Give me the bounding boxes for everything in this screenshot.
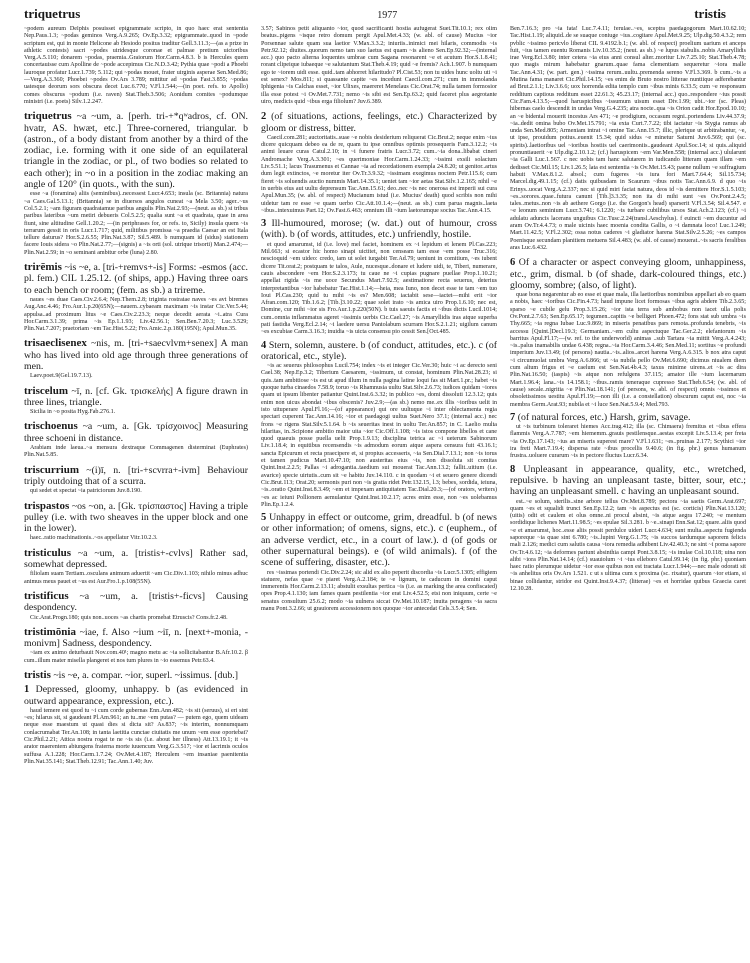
entry-trisaeclisenex — [24, 338, 248, 380]
quotations: est..~e solum, sterilis..sine arbore tellus Ov.Met.8.789; pectora ~ia saetis Germ.Arat.697; quam ~es et squalidi trunci Sen.Ep.12.2; tam ~is aspectus est (sc. corticis) Plin.Nat.13.120; (uitis) odit et caulem et olus omne..ni procul absint, ~is atque aegra 17.240; ~e mentum sordidique lichenes Mart.11.98.5; ~es epulae Sil.3.281. b ~e..sinapi Enn.Sat.12; quare..aliis quod ~e et amarumst, hoc..esse aliis possit perdulce uideri Lucr.4.634; sunt multa..aspectu fugienda saporeque ~ia quae sint 6.780; ~is..lupini Verg.G.1.75; ~is succos tardumque saporem felicis mali 2.126; medici cum salutis causa ~iora remedia adhibent Liv.42.40.3; ne sint ~i poma sapore Ov.Tr.4.6.12; ~ia deformes pariunt absinthia campi Pont.3.8.15; ~is inulae Col.10.118; uina non alibi ~iora Plin.Nat.14.14; (cf.) suauiolum ~i ~ius elleboro Catul.99.14; (in fig. phr.) quoniam haec ratio plerumque uidetur ~ior esse quibus non est tractata Lucr.1.944;—nec male odorati sit ~is anhelitus oris Ov.Ars 1.521. c ut s ultima cum x proxima (sc. rixatur), quarum ~ior etiam, si binae collidantur, stridor est Quint.Inst.9.4.37; (litterae) ~es et horridae quibus Graecia caret 12.10.28. — [510, 498, 746, 593]
headword: trirēmis — [24, 261, 62, 274]
quotations: filiolam suam Tertiam..osculans animum aduertit ~am Cic.Div.1.103; nihilo minus adhuc animus meus pauet et ~us est Aur.Fro.1.p.108(55N). — [24, 571, 248, 585]
headword: trisaeclisenex — [24, 337, 87, 350]
text-columns — [24, 26, 746, 943]
quotations: qui sedet et spectat ~ia patriciorum Juv.8.190. — [30, 488, 142, 495]
entry-trispastos — [24, 501, 248, 543]
entry-triremis — [24, 262, 248, 333]
sense-number: 6 — [510, 257, 516, 269]
entry-tristis-continued — [261, 111, 497, 613]
quotations: quae bona negarentur ab eo esse et quae mala, illa laetioribus nominibus appellari ab eo quam a nobis, haec ~ioribus Cic.Fin.4.73; haud impune licet formosas ~ibus agris abdere Tib.2.3.65; sparso ~e cubile gelu Prop.3.15.26; ~ior ista terra sub ambobus non iacet ulla polis Ov.Pont.2.7.63; Sen.Ep.65.17; tegumen..capitis ~e belligeri Phoen.472; fons stat sub umbra ~is Thy.665; ~ia regna Iubae Luc.9.869; in miseris penatibus pars remota..profunda tenebris, ~is accessu [Quint.]Decl.19.3; Germaniam..~em cultu aspectuque Tac.Ger.2.2; elefantorum ~is barritus Apul.Fl.17;—(w. ref. to the underworld) animas ..sub Tartara ~ia mittit Verg.A.4.243; ~is..palus inamabilis undae 6.438; regna..~ia Hor.Carm.3.4.46; Sen.Med.11; sortitus ~e profundi imperium Juv.13.49; (of persons) nautia..~is..alios..arcet harena Verg.A.6.315. b nox atra caput ~i circumuolat umbra Verg.A.6.866; ut ~ia nubila pello Ov.Met.6.690; dicimus niualem diem cum altum frigus et ~e caelum est Sen.Nat.4b.4.3; taxus minime uirens..et ~is ac dira Plin.Nat.16.50; (iaspis) ~is atque non refulgens 37.115; amator ille ~ium lacernarum Mart.1.96.4; lana..~is 14.158.1; ~ibus..ramis teneraque cupresso Stat.Theb.6.54; (w. abl. of cause) secale..nigritia ~e Plin.Nat.18.141; (of persons, w. abl. of respect) omnis ~issimos et obsoletissimos uestitu Apul.Fl.19;—non illi (i.e. a constellation) obscurum caput est, noc ~ia membra Germ.Arat.93; nubila et ~i luce Sen.Nat.5.9.4; Med.793. — [510, 292, 746, 408]
sense — [510, 464, 746, 498]
sense-definition: Stern, solemn, austere. b (of conduct, attitudes, etc.). c (of oratorical, etc., style). — [261, 339, 497, 362]
entry-definition: ~a ~um, a. [perh. tri-+*qʷadros, cf. ON. hvatr, AS. hwæt, etc.] Three-cornered, triangular. b (astron., of a body distant from another by a third of the zodiac, i.e. forming with it one side of an equilateral triangle in the zodiac, or pl., of two bodies so related to each other); in ~o in a position in the zodiac making an angle of 120° (in quots., with the sun). — [24, 111, 248, 191]
quotations: Sicilia in ~o posita Hyg.Fab.276.1. — [30, 409, 116, 416]
continued-quotations: 3.57; Sabinos petit aliquanto ~ior, quod sacrificanti hostia aufugerat Suet.Tit.10.1; rex olim beatus..pigens ~isque retro domum pergit Apul.Met.4.33; (w. abl. of cause) Mucius ~ior Porsennae salute quam sua laetior V.Max.3.3.2; iniuriis..inimici mei hilaris, commodis ~is Petr.92.12; diuites..quorum nemo tam suo laetus est quam ~is alieno Sen.Ep.92.32;—(internal acc.) quo pacto alterna loquentes umbrae cum Sagana resonarent ~e et acutum Hor.S.1.8.41; rorant clipeique iubaeque ~e salutantum Stat.Theb.4.19; quid ~e fremis? Ach.1.907. b numquam ego te ~iorem uidi esse. quid..tam abhorret hilaritudo? Pl.Cist.53; non tu uides hunc uoltu uti ~i est senex? Mos.811; si quassante capite ~es incedunt Caecil.com.271; cum in immolanda Iphigenia ~is Calchas esset, ~ior Ulixes, maereret Menelaus Cic.Orat.74; nulla tamen formosior illa esse potest ~i Ov.Met.7.731; nemo ~is sibi est Sen.Ep.63.2; quid faceret plus aegrotante uiro, medicis quid ~ibus erga filiolum? Juv.6.389. — [261, 26, 497, 105]
headword: tristiculus — [24, 546, 72, 559]
quotations: Caecil.com.281; auctoritatis..suae ~e nobis desiderium reliquerat Cic.Brut.2; neque enim ~ius dicere quicquam debeo ea de re, quam tu ipse omnibus optimis prosequeris Fam.3.12.2; ~is animi leuare curas Catul.2.10; in ~i funere fratris Lucr.3.72; cum..~ia dona..libabat cineri Andromache Verg.A.3.301; ~es querimoniae Hor.Carm.1.24.33; ~issimi exsili solacium Liv.5.51.1; lacus Trasumenus et Cannae ~ia ad recordationem exempla 24.8.20; ut genitor..artus dum legit extinctos, ~e moretur iter Ov.Tr.3.9.32; ~issimam exegimus noctem Petr.115.6; cum fieret ~is soluendis auctio nummis Mart.14.35.1; ueniet tam ~ior aetas Stat.Silv.1.2.165; nihil ~e in uerbis eius aut uultu deprensum Tac.Ann.15.61; deo..nec ~is nec onerosa est imperii sui cura Apul.Mun.35; (w. abl. of respect) Mucianum istud (i.e. Mucius' death) quod scribis non mihi uidetur tam re esse ~e quam uerbo Cic.Att.10.1.4;—(neut. as sb.) cum parua magnis..laeta ~ibus..intexuimus Part.12; Ov.Fast.6.463; omnium illi ~ium laetorumque socius Tac.Ann.4.15. — [261, 134, 497, 214]
headword: tristis — [24, 669, 51, 681]
sense-definition: Of a character or aspect conveying gloom, unhappiness, etc., grim, dismal. b (of shade, dark-coloured things, etc.) gloomy, sombre; (also, of light). — [510, 257, 746, 291]
quotations: et quod amarumst, id (i.e. love) mel faciet, hominem ex ~i lepidum et lenem Pl.Cas.223; Mil.663; si ecastor hic homo sinapi uictitet, non censeam tam esse ~em posse Truc.316; nescioquid ~em uideo: credo, iam ut solet iurgabit Ter.Ad.79; ueniunt in comitium, ~es iubent dicere Tit.orat.2; postquam te talos, Aule, nucesque..donare et ludere uidi, te, Tiberi, numerare, cauis abscondere ~em Hor.S.2.3.173; tu caue ne ~i cupias pugnare puellae Prop.1.10.21; appellat rigida ~is me uoce Secundus Mart.7.92.5; aestimatione recta seuerus, deterius interpretantibus ~ior habebatur Tac.Hist.1.14;—heia, mea Iuno, non decet esse te tam ~em tuo Ioui Pl.Cas.230; quid tu mihi ~is es? Men.608; iactabit sese—iactet—mihi erit ~ior Afran.com.120; Tib.1.6.2; [Tib.]3.10.22; quae solet irato ~is amica uiro Prop.1.6.10; nec est, Domine, cur mihi ~ior sis Fro.Aur.1.p.220(50N). b tuis saeuis factis et ~ibus dictis Lucil.1014; cum..omnia inflammatus ageret ~issimis uerbis Cic.Cael.27; ~is Amaryllidis iras atque superba pati fastidia Verg.Ecl.2.14; ~i laedere uersu Pantolabum scurram Hor.S.2.1.21; uigilum canum ~es excubiae Carm.3.16.3; inuidia ~is uicta consensu pio cessit Sen.[Oct.485. — [261, 241, 497, 336]
first-headword-guide: triquetrus — [24, 6, 81, 21]
sense — [261, 111, 497, 134]
entry-tristis-continued — [510, 257, 746, 593]
quotations: haec..ratio machinationis..~os appellatur Vitr.10.2.3. — [30, 535, 158, 542]
sense-definition: Depressed, gloomy, unhappy. b (as evidenced in outward appearance, expression, etc.). — [24, 684, 248, 707]
quotations: Laev.poet.9(Gel.19.7.13). — [30, 373, 93, 380]
entry-definition: ~is ~e, a. compar. ~ior, superl. ~issimus. [dub.] — [53, 670, 238, 681]
headword: trischoenus — [24, 420, 78, 433]
sense-number: 1 — [24, 684, 30, 696]
sense-definition: Unhappy in effect or outcome, grim, dreadful. b (of news or other information; of omens, signs, etc.). c (euphem., of an adverse verdict, etc., in a court of law.). d (of gods or other supernatural beings). e (of wild animals). f (of the scene of suffering, disaster, etc.). — [261, 512, 497, 569]
entry-definition: ~a ~um, a. [tristis+-cvlvs] Rather sad, somewhat depressed. — [24, 547, 248, 571]
entry-triscurrium — [24, 465, 248, 496]
running-head — [24, 6, 726, 24]
entry-triscelum — [24, 386, 248, 417]
last-headword-guide: tristis — [694, 6, 726, 21]
sense-number: 2 — [261, 111, 267, 123]
sense-definition: Ill-humoured, morose; (w. dat.) out of humour, cross (with). b (of words, attitudes, etc.) unfriendly, hostile. — [261, 218, 497, 241]
quotations: Arabiam inde laeua..~a mensura dextraque Commagenen disterminat (Euphrates) Plin.Nat.5.85. — [24, 445, 248, 459]
entry-tristiculus — [24, 548, 248, 586]
sense-number: 7 — [510, 411, 516, 423]
column-left — [24, 26, 248, 943]
quotations: ~iam ex animo deturbauit Nov.com.40¹; magno metu ac ~ia sollicitabantur B.Afr.10.2. β cum..illum mater misella plangeret et nos tum plures in ~io essemus Petr.63.4. — [24, 650, 248, 664]
column-middle — [261, 26, 497, 943]
quotations: Cic.Arat.Progn.180; quis non..uoces ~as chartis promebat Etruscis? Cons.fr.2.48. — [30, 614, 228, 621]
sense-definition: (of situations, actions, feelings, etc.) Characterized by gloom or distress, bitter. — [261, 111, 497, 134]
headword: triscelum — [24, 384, 68, 397]
entry-definition: ~iae, f. Also ~ium ~iī, n. [next+-monia, -monivm] Sadness, despondency. — [24, 626, 248, 650]
entry-triquetrus — [24, 111, 248, 257]
entry-tristificus — [24, 591, 248, 622]
entry-definition: ~os ~on, a. [Gk. τρίσπαστος] Having a triple pulley (i.e. with two sheaves in the upper block and one in the lower). — [24, 500, 248, 535]
column-right — [510, 26, 746, 943]
quotations: haud temere est quod tu ~i cum corde gubernas Enn.Ann.482; ~is sit (seruus), si eri sint ~es; hilarus sit, si gaudeant Pl.Am.961; an tu..me ~em putas? — putem ego, quem uideam neque esse maestum ut quasi dies si dicta sit? As.837; ~is interim, nonnumquam conlacrumabat Ter.An.108; in tanta laetitia cunctae ciuitatis me unum ~em esse oportebat? Cic.Phil.2.21; Attica nostra rogat te ne ~is sis (i.e. about her illness) Att.13.19.1; it ~is arator maerentem abiungens fraterna morte iuuencum Verg.G.3.517; ~ior et lacrimis oculos suffusa A.1.228; Hor.Carm.1.7.24; Ov.Met.4.187; Herculem ~em insaniae paenitentia Plin.Nat.35.141; Stat.Theb.12.91; Tac.Ann.1.40; Juv. — [24, 707, 248, 765]
entry-definition: ~is ~e, a. [tri-+remvs+-is] Forms: -esmos (acc. pl. fem.) CIL 1.25.12. (of ships, app.) Having three oars to each bench or room; (fem. as sb.) a trireme. — [24, 262, 248, 296]
entry-definition: ~a ~um, a. [tristis+-ficvs] Causing despondency. — [24, 590, 248, 614]
quotations: res ~issimas portendi Cic.Div.2.24; sic alid ex alio peperit discordia ~is Lucr.5.1305; effigiem statuere, nefas quae ~e piaret Verg.A.2.184; te ~e lignum, te caducum in domini caput immerentis Hor.Carm.2.13.11; abstulit exsultas pertica ~is (i.e. as marking the area confiscated) opes Prop.4.1.130; iam fames quam pestilentia ~ior erat Liv.4.52.5; etsi non iniquum, certe ~e senatus consultum 25.6.2; modo ~ia uulnera siccat Ov.Met.10.187; inuita peragens ~ia sacra manu Pont.3.2.66; ut grauiorem accessionem nox quoque ~ior antecedat Cels.3.5.4; Sen. — [261, 569, 497, 613]
quotations: naues ~es duae Caes.Civ.2.6.4; Nep.Them.2.8; triginta rostratae naves ~es avt biremes Aug.Anc.4.46; Fro.Aur.1.p.20(65N);—nauem..cybaeam maximam ~is instar Cic.Ver.5.44; appulsa..ad proximum litus ~e Caes.Civ.2.23.3; neque decedit aerata ~i..atra Cura Hor.Carm.3.1.39; prima ~is Ep.1.1.93; Liv.42.56.1; Sen.Ben.7.20.3; Luc.3.529; Plin.Nat.7.207; praetoriam ~em Tac.Hist.5.22; Fro.Amic.2.p.180(195N); Apul.Mun.35. — [24, 296, 248, 333]
sense — [261, 512, 497, 568]
sense — [261, 218, 497, 241]
sense-number: 4 — [261, 339, 267, 351]
continued-quotations: Ben.7.16.3; pro ~ia fata! Luc.7.4.11; ferulae..~es, sceptra paedagogorum Mart.10.62.10; Tac.Hist.1.19; aliquid..de se suaque coniuge ~ius..cogitare Apul.Met.9.25; Ulp.dig.50.4.3.2; rem pvblic ~issimo pericvlo liberat CIL 9.4192.b.1; (w. abl. of respect) proelium uarium et anceps fuit, ~ius tamen euentu Romanis Liv.10.35.2; (neut. as sb.) ~e lupus stabulis..nobis Amaryllidis irae Verg.Ecl.3.80; inter cetera ~ia eius anni consul alter..moritur Liv.7.25.10; Stat.Theb.4.78; quo magis mirum habebatur gnarum..quae fama clementiam sequeretur ~iora malle Tac.Ann.4.31; (w. part. gen.) ~issima rerum..uultu..premenda sereno V.Fl.3.369. b cum..~is a Mutina fama manaret Cic.Phil.14.15; ~es enim de Bruto nostro litterae nuntiique adferebantur ad Brut.2.1.1; Liv.3.6.6; uox horrenda edita templo cum ~ibus minis 6.33.5; cum ~e responsum redditum captious redditum esset 22.61.3; 45.23.17; (internal acc.) quo..respondere ~ius possit Cic.Fam.4.13.5;—quod haruspicibus ~issumum uisum esset Div.1.99; ubi..~ior (sc. Pleas) hibernas caelo descendit in undas Verg.G.4.235; atra nocte..qua ~is Orion cadit Hor.Epod.10.10; an ~e bidental mouerit incestus Ars 471; ~e prodigium, occasum regni..portendens Liv.44.37.9; ~ia..dedit omina bubo Ov.Met.15.791; ~ia exta Curt.7.7.22; tibi iactatur ~is Stygia ramus ab unda Sen.Med.805; Armeniam intrat ~i omine Tac.Ann.15.7; illic, plerique ut arbitrabantur, ~e, ut ipse, prouidum potius..euenit 15.34; quid sidus ~e minetur Saturni Juv.6.569; qui (sc. spirits)..laetioribus uel ~ioribus hostiis uel caerimoniis..gaudeant Apul.Soc.14; si quis..aliquid pronuntiauerit ~e Ulp.dig.2.10.1.2; (cf.) haruspicem ~em Var.Men.558; (internal acc.) ulularunt ~ia Galli Luc.1.567. c nec uobis tam hanc salutarem in iudicando litteram quam illam ~em dedisset Cic.Mil.15; Liv.1.26.5; lata est sententia ~is Ov.Met.15.43; paene nullum ~e suffragium habuit V.Max.8.1.2. absol.; cum fugeres ~is iura fori Mart.7.64.4; Sil.15.734; Marcel.dig.49.1.15; (cf.) datis quibusdam in Scaurum ~ibus notis Tac.Ann.6.9. d quo ~is Erinys..uocat Verg.A.2.337; nec si quid miri faciat natura, deos id ~is demittere Hor.S.1.5.103; ~es..sorores..quae..futura canunt [Tib.]3.3.35; non ita di mihi sunt ~es Ov.Pont.2.4.5; tales..metus..non ~is ab aethere Gorgo (i.e. the Gorgon's head) sparserit V.Fl.3.54; Sil.4.547. e ~e leonum seminium Lucr.3.741; 6.1220; ~is turbare cubilibus ursos Stat.Ach.2.123; (cf.) ~i adulatu aduncis lacerans unguibus Cic.Tusc.2.24(transl.Aeschylus). f euincti ~em ducuntur ad aram Ov.Tr.4.4.73; o male uicinis haec moenia condita Gallis, o ~i damnata loco! Luc.1.249; Mart.11.42.5; V.Fl.2.302; ossa notus caderes ~i gladiator harena Stat.Silv.2.5.26; ~es campos Poenisque secundam planitiem metuens Sil.4.483; (w. abl. of cause) mouerat..~is sacris feralibus aras Luc.6.432. — [510, 26, 746, 251]
headword: tristimōnia — [24, 625, 76, 638]
sense-definition: Unpleasant in appearance, quality, etc., wretched, repulsive. b having an unpleasant taste, bitter, sour, etc.; having an unpleasant smell. c having an unpleasant sound. — [510, 463, 746, 498]
sense — [24, 684, 248, 707]
quotations: ut ~is turbinum toleraret hiemes Acc.trag.412; illa (sc. Chimaera) fremitus et ~ibus effera flammis Verg.A.7.787; ~em hiememm..grauis pestilensque..aestas excepit Liv.5.13.4; per freta ~ia Ov.Ep.17.143; ~ius an miseris superest mare? V.Fl.1.631; ~es..pruinas 2.177; Scythici ~ior ira freti Mart.7.19.4; dispersa rate ~ibus procellis 9.40.6; (in fig. phr.) genus humanum frustra..uoluere curarum ~is in pectore fluctus Lucr.6.34. — [510, 424, 746, 460]
headword: triscurrium — [24, 463, 79, 476]
entry-definition: ~ī, n. [cf. Gk. τρισκελής] A figure drawn in three lines, triangle. — [24, 385, 248, 408]
entry-trischoenus — [24, 421, 248, 459]
entry-definition: ~a ~um, a. [Gk. τρίσχοινος] Measuring three schoeni in distance. — [24, 421, 248, 444]
continued-quotations: ~podem aureum Delphis posuisset epigrammate scripto, in quo haec erat sententia Nep.Paus.1.3; ~podas geminos Verg.A.9.265; Ov.Ep.3.32; epigrammate..quod in ~pode scriptum est, qui in monte Helicone ab Hesiodo positus traditur Gell.3.11.3;—(as a prize in athletic contests) sacri ~podes uiridesque coronae et palmae pretium uictoribus Verg.A.5.110; donarem ~podas, praemia..Graiorum Hor.Carm.4.8.3. b is Hercules quem concertauisse cum Apolline de ~pode accepimus Cic.N.D.3.42; Pythia quae ~podi a Phoebi lauroque profatur Lucr.1.739; 5.112; qui ~podas mouet, frater uirginis asperae Sen.Med.86; —Verg.A.3.360; Phoebei ~podes Ov.Ars 3.789; mittitur ad ~podas Fast.3.855; ~podas uatesque deorum sors obscura decet Luc.6.770; V.Fl.1.544;—(in poet. refs. to Apollo) comes obscurus ~podum (i.e. raven) Stat.Theb.3.506; Aonidum comites ~podumque ministri (i.e. poets) Silv.1.2.247. — [24, 26, 248, 105]
entry-tristimonia — [24, 627, 248, 665]
sense — [510, 412, 746, 423]
sense-number: 8 — [510, 463, 516, 475]
entry-tristis — [24, 670, 248, 766]
sense-number: 3 — [261, 218, 267, 230]
headword: tristificus — [24, 589, 69, 602]
page-number: 1977 — [377, 10, 398, 21]
quotations: esse ~a (foramina) aliis (seminibus)..necessest Lucr.4.653; insula (sc. Britannia) natura ~a Caes.Gal.5.13.1; (Britannia) se in diuersos angulos cuneat ~a Mela 3.50; ager..~us Col.5.2.1; ~am figuram quadratamue paribus angulis Plin.Nat.2.93;—(neut. as sb.) si tribus paribus lateribus ~um metiri debueris Col.5.2.5; qualia sunt ~a et quadrata, quae in area fiunt, sine altitudine Gell.1.20.2; —(in periphrases for, or refs. to, Sicily) insula quem ~is terrarum gessit in oris Lucr.1.717; quid, militibus promissa ~a praedia Caesar an est Itala tellure daturus? Hor.S.2.6.55; Plin.Nat.3.87; Sil.5.489. b numquam id (sidus) stationem facere Iouis sidera ~o Plin.Nat.2.77;—(signis) a ~is orti (sol. utrique trisorti) Man.2.474;—Plin.Nat.2.59; in ~o seminani ambitur orbe (luna) 2.80. — [24, 191, 248, 256]
headword: trispastos — [24, 499, 70, 512]
headword: triquetrus — [24, 110, 72, 123]
sense-definition: (of natural forces, etc.) Harsh, grim, savage. — [517, 411, 691, 423]
sense-number: 5 — [261, 512, 267, 524]
entry-definition: ~nis, m. [tri-+saecvlvm+senex] A man who has lived into old age through three generations of men. — [24, 338, 248, 372]
sense — [261, 340, 497, 363]
entry-definition: ~(i)ī, n. [tri-+scvrra+-ivm] Behaviour triply outdoing that of a scurra. — [24, 464, 248, 487]
quotations: ~is ac seuerus philosophus Lucil.754; index ~is et integer Cic.Ver.30; huic ~i ac derecto seni Cael.38; Nep.Ep.3.2; Tiberium Caesarem, ~issimum, ut constat, hominum Plin.Nat.28.23; si quis..tam ambitiose ~is est ut apud illum in nulla pagina latine loqui fas sit Mart.1.pr.; habet ~is quoque turba cinaedos 7.58.9; toruo ~is Rhamnusia uultu Stat.Silv.2.6.73; iudices quidam ~iores quam ut ipsum libenter patiantur Quint.Inst.6.3.32; in publico ~es, domi dissoluti 12.3.12; quis enim non uicus abondat ~ibus obscenis? Juv.2.9;—(as sb.) nemo me..ex illis ~ioribus uelit in isto uituperare Apul.Fl.16;—(of appearance) qui ore uultuque ~i inter oblectamenta regia spectari cuperent Tac.Ann.14.16; ~ior et paedagogi uultus Suet.Nero 37.1; (internal acc.) nec frons ~e rigens Stat.Silv.5.1.64. b ~is seueritas inest in uoltu Ter.An.857; in C. Laelio multa hilaritas, in..Scipione ambitio maior uita ~ior Cic.Off.1.108; ~is istos compone libellos et cane quod quaeuis posse puella uelit Prop.1.9.13; disciplina tetrica ac ~i ueterum Sabinorum Liv.1.18.4; in equitibus recensendis ~is admodum eorum atque aspera censura fuit 43.16.1; sancta Epicurum et recta praecipere et, si propius accesseris, ~ia Sen.Dial.7.13.1; non ~is torus et tamen pudicus Mart.10.47.10; non austeritas eius ~is, non dissoluta sit comitas Quint.Inst.2.2.5; Pallas ~i adrogantia..taedium sui mouerat Tac.Ann.13.2; fallit..uitium (i.e. avarice) specie uirtutis..cum sit ~e habitu Juv.14.110. c in quodam ~i et seuero genere dicendi Cic.Brut.113; Orat.20; sermonis puri non ~is gratia ridet Petr.132.15, l.3; bebes, sordida, ieiuna, ~is..oratio Quint.Inst.8.3.49; ~em et impexam antiquitatem Tac.Dial.20.3;—(of orators, writers) ~es ac ieiuni Pollionem aemulantur Quint.Inst.10.2.17; acres enim esse, non ~es uolebamus Plin.Ep.1.2.4. — [261, 363, 497, 508]
sense — [510, 257, 746, 291]
